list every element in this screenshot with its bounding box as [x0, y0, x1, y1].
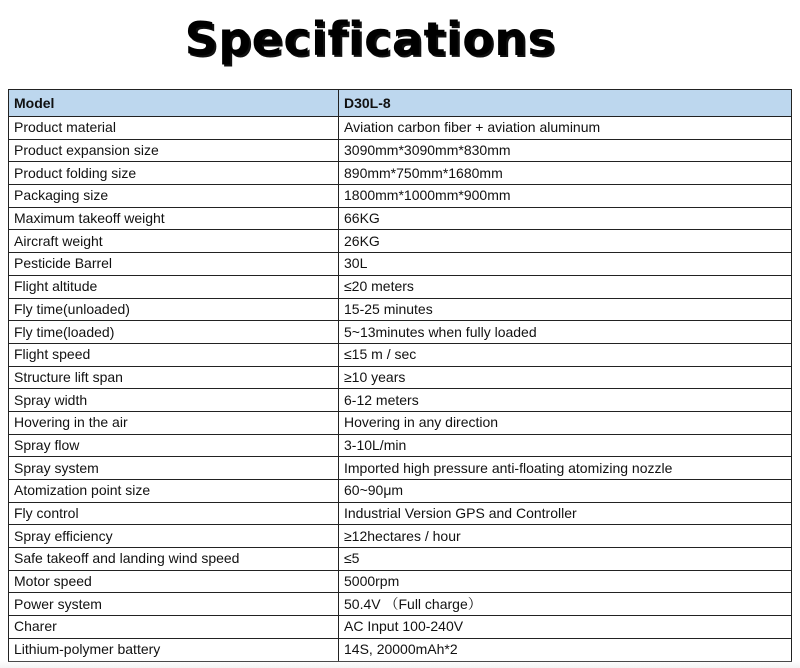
spec-value: 30L — [339, 253, 792, 276]
table-row — [9, 185, 792, 208]
table-row — [9, 230, 792, 253]
page-title: Specifications — [184, 12, 556, 66]
spec-value: ≥12hectares / hour — [339, 525, 792, 548]
spec-label: Spray flow — [9, 434, 339, 457]
table-row — [9, 434, 792, 457]
spec-label: Fly time(loaded) — [9, 321, 339, 344]
spec-value: 6-12 meters — [339, 389, 792, 412]
table-row — [9, 480, 792, 503]
table-row — [9, 366, 792, 389]
spec-value: 26KG — [339, 230, 792, 253]
spec-value: 3-10L/min — [339, 434, 792, 457]
table-row — [9, 162, 792, 185]
table-row — [9, 321, 792, 344]
spec-value: 5000rpm — [339, 570, 792, 593]
spec-table — [8, 89, 792, 662]
table-row — [9, 616, 792, 639]
bottom-fade — [0, 660, 800, 668]
header-value: D30L-8 — [339, 90, 792, 117]
table-row — [9, 525, 792, 548]
spec-value: 15-25 minutes — [339, 298, 792, 321]
spec-value: 890mm*750mm*1680mm — [339, 162, 792, 185]
table-row — [9, 457, 792, 480]
spec-value: Industrial Version GPS and Controller — [339, 502, 792, 525]
spec-label: Product folding size — [9, 162, 339, 185]
spec-value: Imported high pressure anti-floating atomizing nozzle — [339, 457, 792, 480]
table-row — [9, 570, 792, 593]
table-row — [9, 343, 792, 366]
spec-value: ≤15 m / sec — [339, 343, 792, 366]
table-header-row — [9, 90, 792, 117]
spec-value: 66KG — [339, 207, 792, 230]
spec-value: AC Input 100-240V — [339, 616, 792, 639]
spec-label: Safe takeoff and landing wind speed — [9, 548, 339, 571]
spec-value: ≥10 years — [339, 366, 792, 389]
table-row — [9, 502, 792, 525]
spec-value: 5~13minutes when fully loaded — [339, 321, 792, 344]
table-row — [9, 389, 792, 412]
spec-label: Motor speed — [9, 570, 339, 593]
spec-label: Product expansion size — [9, 139, 339, 162]
spec-label: Aircraft weight — [9, 230, 339, 253]
spec-value: ≤5 — [339, 548, 792, 571]
spec-value: Aviation carbon fiber + aviation aluminum — [339, 117, 792, 140]
spec-value: 60~90μm — [339, 480, 792, 503]
spec-label: Maximum takeoff weight — [9, 207, 339, 230]
table-row — [9, 139, 792, 162]
spec-value: Hovering in any direction — [339, 411, 792, 434]
spec-value: 14S, 20000mAh*2 — [339, 638, 792, 661]
spec-label: Pesticide Barrel — [9, 253, 339, 276]
spec-value: 50.4V （Full charge） — [339, 593, 792, 616]
spec-label: Lithium-polymer battery — [9, 638, 339, 661]
spec-value: 1800mm*1000mm*900mm — [339, 185, 792, 208]
table-row — [9, 548, 792, 571]
table-row — [9, 275, 792, 298]
table-row — [9, 638, 792, 661]
spec-label: Atomization point size — [9, 480, 339, 503]
spec-value: ≤20 meters — [339, 275, 792, 298]
spec-label: Fly time(unloaded) — [9, 298, 339, 321]
spec-label: Product material — [9, 117, 339, 140]
spec-label: Flight speed — [9, 343, 339, 366]
spec-label: Spray efficiency — [9, 525, 339, 548]
table-row — [9, 411, 792, 434]
spec-label: Fly control — [9, 502, 339, 525]
spec-label: Spray system — [9, 457, 339, 480]
spec-label: Hovering in the air — [9, 411, 339, 434]
spec-label: Charer — [9, 616, 339, 639]
spec-value: 3090mm*3090mm*830mm — [339, 139, 792, 162]
table-row — [9, 117, 792, 140]
header-label: Model — [9, 90, 339, 117]
spec-label: Structure lift span — [9, 366, 339, 389]
spec-label: Power system — [9, 593, 339, 616]
spec-label: Spray width — [9, 389, 339, 412]
table-row — [9, 298, 792, 321]
spec-label: Packaging size — [9, 185, 339, 208]
spec-label: Flight altitude — [9, 275, 339, 298]
table-row — [9, 593, 792, 616]
table-row — [9, 253, 792, 276]
table-row — [9, 207, 792, 230]
